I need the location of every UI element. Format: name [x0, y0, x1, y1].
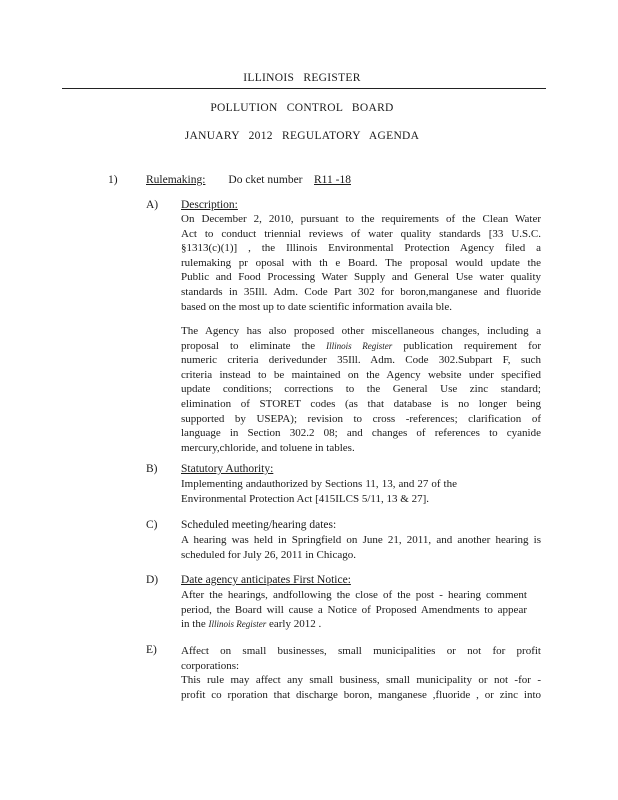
text-segment: supported by USEPA); revision to cross -references; clarification of	[181, 412, 541, 425]
text-line: Implementing andauthorized by Sections 11, 13, and 27 of the	[181, 478, 457, 490]
text-segment: period, the Board will cause a Notice of Proposed Amendments to appear	[181, 603, 527, 616]
text-segment: mercury,chloride, and toluene in tables.	[181, 441, 355, 454]
section-e-heading	[181, 644, 541, 673]
section-a-heading: Description:	[181, 199, 238, 211]
item-line	[146, 174, 351, 186]
header-line-3: JANUARY 2012 REGULATORY AGENDA	[184, 130, 420, 142]
text-segment: After the hearings, andfollowing the close of the post - hearing comment	[181, 589, 527, 601]
text-segment: The Agency has also proposed other miscellaneous changes, including a	[181, 325, 541, 337]
section-b-text	[181, 477, 457, 506]
text-line	[181, 382, 541, 397]
header-line-1: ILLINOIS REGISTER	[243, 72, 361, 84]
text-line: Environmental Protection Act [415ILCS 5/11, 13 & 27].	[181, 492, 429, 505]
text-line: standards in 35Ill. Adm. Code Part 302 for boron,manganese and fluoride	[181, 285, 541, 298]
text-line: Public and Food Processing Water Supply and General Use water quality	[181, 271, 541, 284]
text-segment: in the	[181, 618, 209, 631]
section-e-heading-line-2: corporations:	[181, 659, 240, 672]
text-line: Act to conduct triennial reviews of water quality standards [33 U.S.C.	[181, 227, 541, 240]
text-line	[181, 426, 541, 441]
section-d-heading: Date agency anticipates First Notice:	[181, 574, 351, 586]
text-line: A hearing was held in Springfield on June 21, 2011, and another hearing is	[181, 534, 541, 546]
text-line: scheduled for July 26, 2011 in Chicago.	[181, 548, 356, 561]
section-a-paragraph-1	[181, 212, 541, 314]
text-segment: numeric criteria derivedunder 35Ill. Adm. Code 302.Subpart F, such	[181, 354, 541, 367]
text-line: §1313(c)(1)] , the Illinois Environmental Protection Agency filed a	[181, 242, 541, 255]
section-a-paragraph-2	[181, 324, 541, 455]
text-segment: language in Section 302.2 08; and changes of references to cyanide	[181, 427, 541, 440]
rulemaking-label: Rulemaking:	[146, 174, 206, 186]
italic-title: Illinois Register	[326, 340, 393, 351]
text-segment: proposal to eliminate the	[181, 339, 327, 352]
text-line	[181, 617, 527, 632]
section-e-text	[181, 673, 541, 702]
text-line	[181, 353, 541, 368]
text-segment: criteria instead to be maintained on the Agency website under specified	[181, 368, 541, 381]
text-segment: early 2012 .	[266, 618, 322, 631]
section-e-marker: E)	[146, 644, 157, 656]
section-c-heading: Scheduled meeting/hearing dates:	[181, 519, 337, 531]
text-segment: publication requirement for	[392, 339, 541, 352]
text-line	[181, 339, 541, 354]
text-line: On December 2, 2010, pursuant to the requirements of the Clean Water	[181, 213, 541, 225]
text-line	[181, 441, 541, 456]
text-line: This rule may affect any small business, small municipality or not -for -	[181, 674, 541, 686]
text-segment: elimination of STORET codes (as that database is no longer being	[181, 397, 541, 410]
section-e-heading-line-1: Affect on small businesses, small municipalities or not for profit	[181, 645, 541, 657]
section-d-marker: D)	[146, 574, 159, 586]
text-line	[181, 412, 541, 427]
section-b-heading: Statutory Authority:	[181, 463, 274, 475]
docket-prefix: Do cket number	[228, 174, 303, 186]
header-line-2: POLLUTION CONTROL BOARD	[210, 102, 394, 114]
section-c-text	[181, 533, 541, 562]
header-rule	[62, 88, 546, 89]
text-line	[181, 588, 527, 603]
docket-number: R11 -18	[314, 174, 351, 186]
text-line	[181, 397, 541, 412]
section-d-text	[181, 588, 527, 632]
section-b-marker: B)	[146, 463, 158, 475]
section-c-marker: C)	[146, 519, 158, 531]
italic-title: Illinois Register	[208, 619, 267, 630]
text-line	[181, 368, 541, 383]
text-line	[181, 603, 527, 618]
text-line: based on the most up to date scientific information availa ble.	[181, 300, 452, 313]
section-a-marker: A)	[146, 199, 159, 211]
text-segment: update conditions; corrections to the General Use zinc standard;	[181, 383, 541, 396]
item-number: 1)	[108, 174, 118, 186]
text-line: rulemaking pr oposal with th e Board. The proposal would update the	[181, 256, 541, 269]
text-line: profit co rporation that discharge boron, manganese ,fluoride , or zinc into	[181, 688, 541, 701]
text-line	[181, 324, 541, 339]
